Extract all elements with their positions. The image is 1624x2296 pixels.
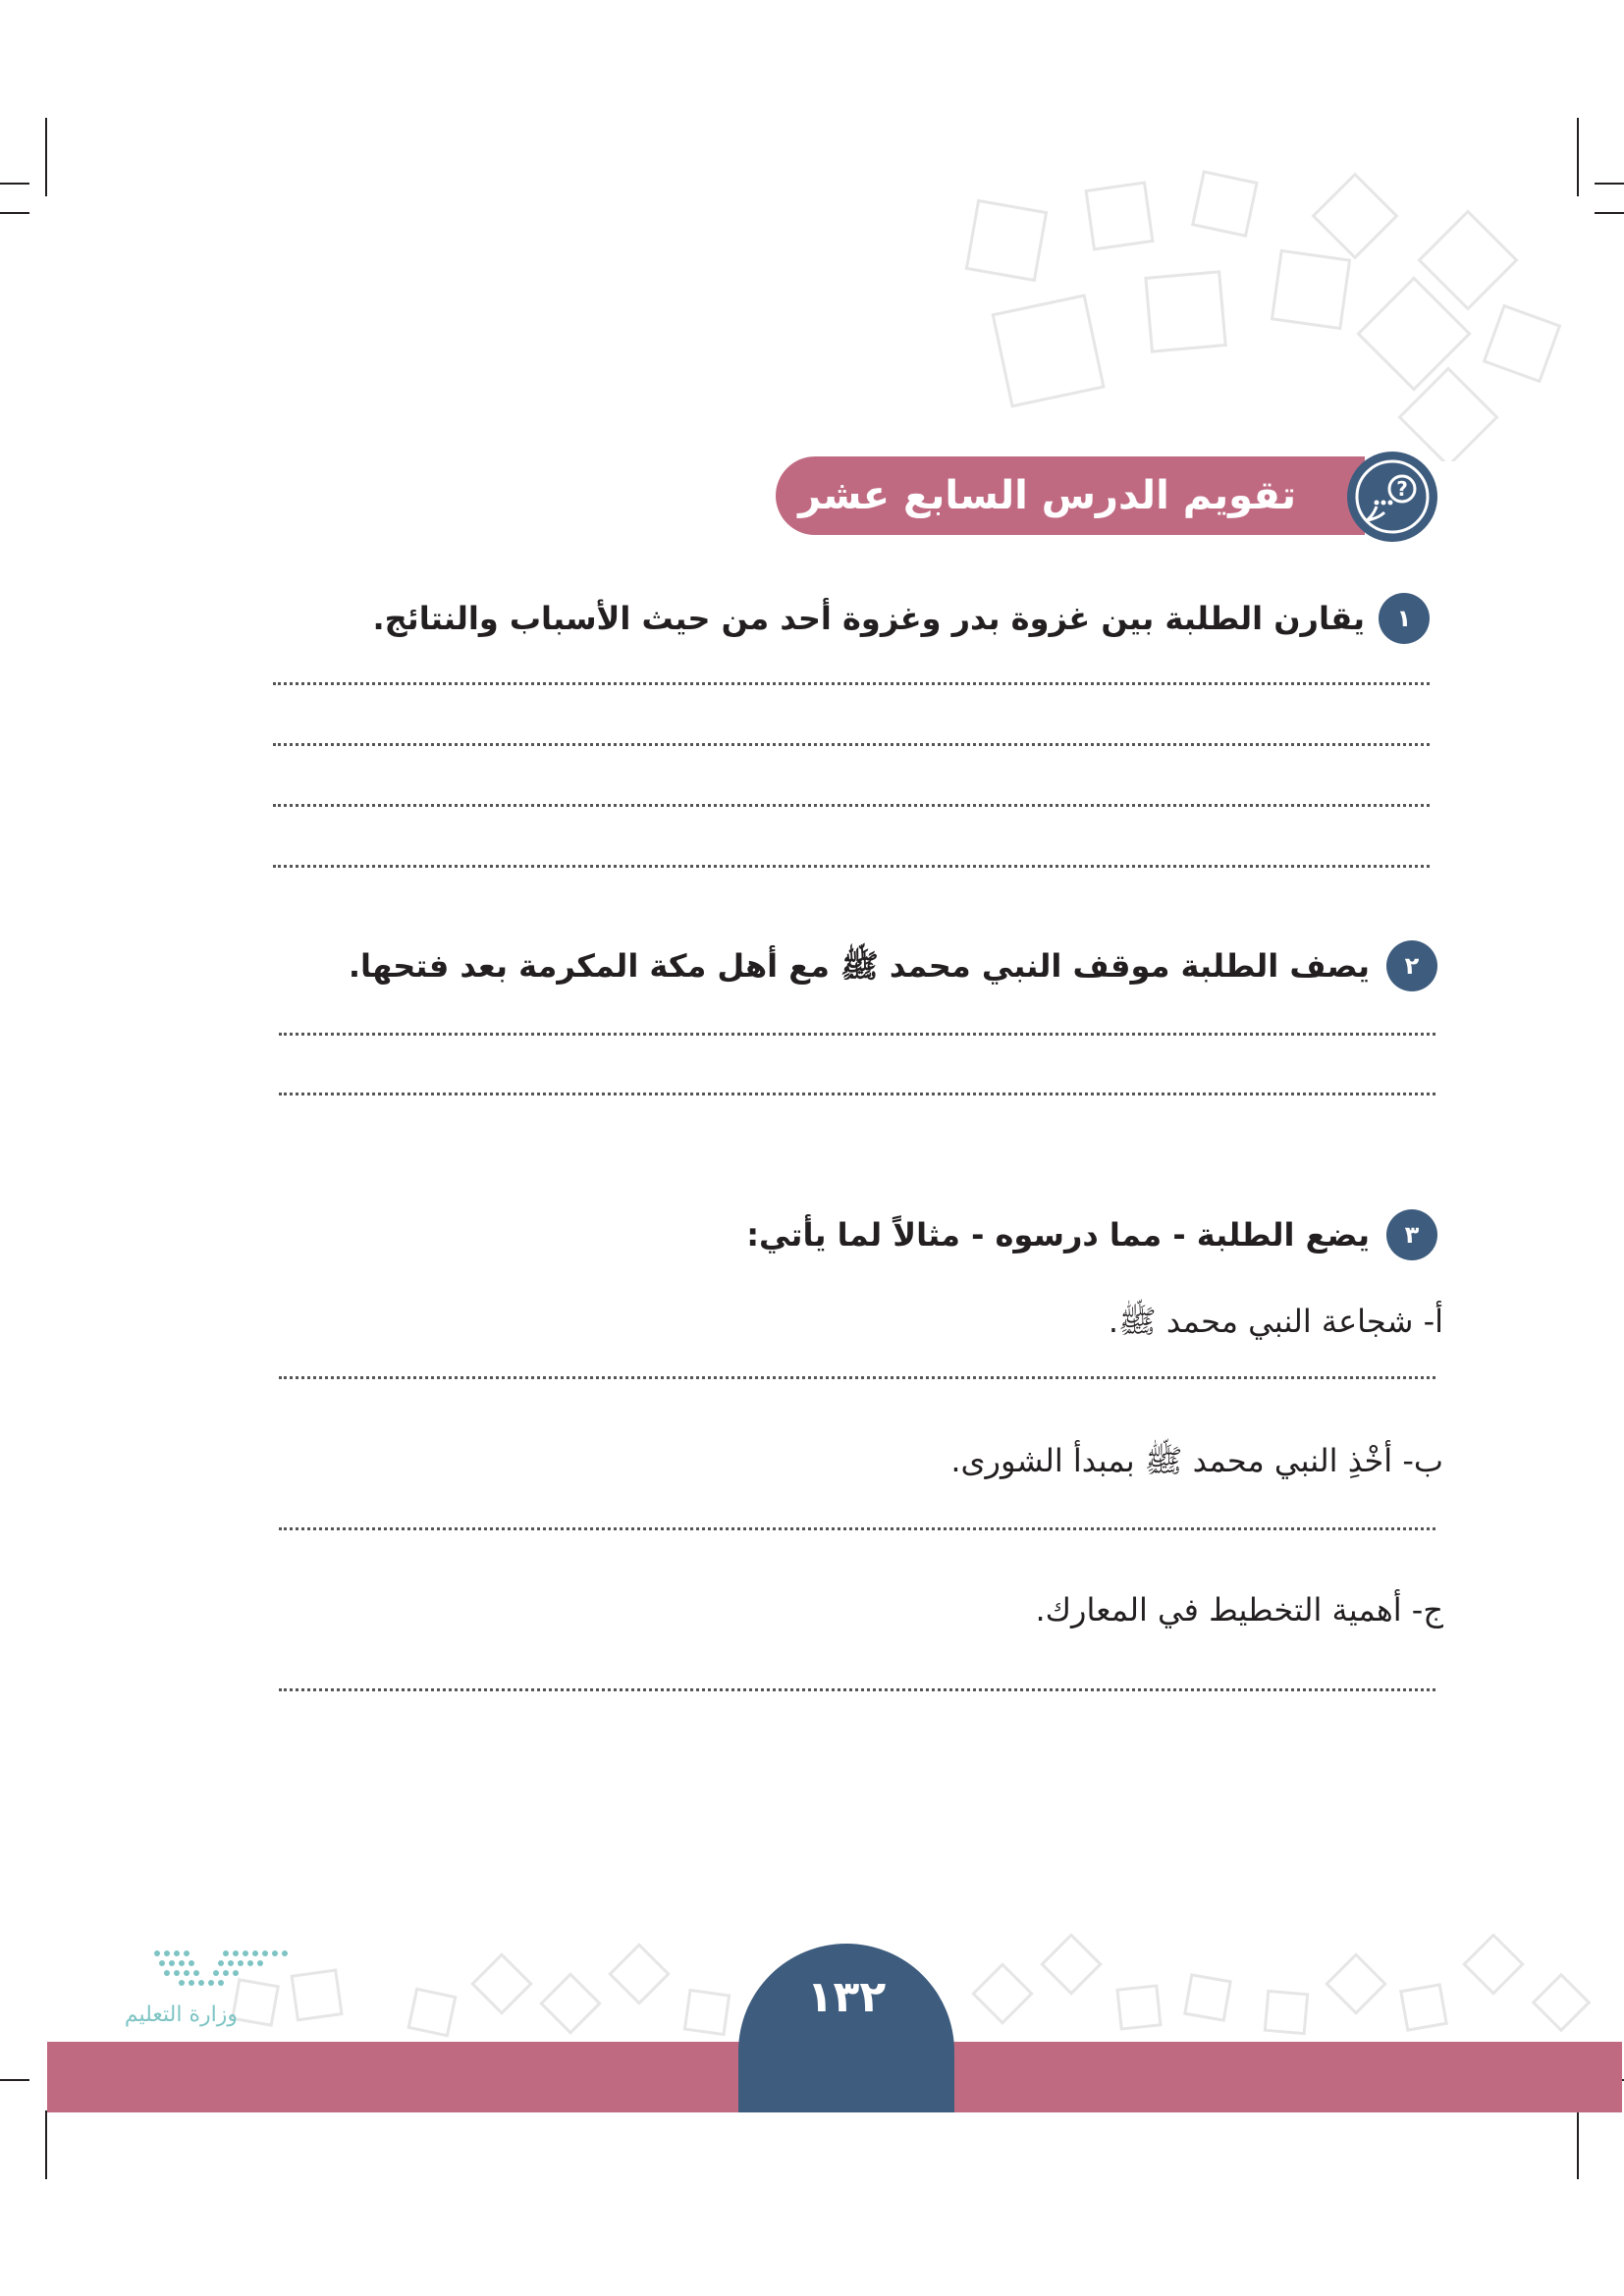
question-number-badge: ١ bbox=[1379, 593, 1430, 644]
answer-line bbox=[273, 804, 1430, 807]
question-3-text: يضع الطلبة - مما درسوه - مثالاً لما يأتي: bbox=[746, 1216, 1370, 1254]
crop-mark bbox=[1595, 183, 1624, 185]
ministry-name: وزارة التعليم bbox=[124, 2002, 238, 2027]
question-number-badge: ٢ bbox=[1386, 940, 1437, 991]
question-2-text: يصف الطلبة موقف النبي محمد ﷺ مع أهل مكة المكرمة بعد فتحها. bbox=[348, 947, 1370, 985]
crop-mark bbox=[0, 212, 29, 214]
crop-mark bbox=[1577, 2110, 1579, 2179]
page-number: ١٣٢ bbox=[806, 1972, 887, 2022]
sub-item-c: ج- أهمية التخطيط في المعارك. bbox=[1035, 1591, 1443, 1629]
answer-line bbox=[273, 743, 1430, 746]
sub-item-b: ب- أخْذِ النبي محمد ﷺ بمبدأ الشورى. bbox=[950, 1442, 1443, 1479]
crop-mark bbox=[45, 118, 47, 196]
question-1-text: يقارن الطلبة بين غزوة بدر وغزوة أحد من حيث الأسباب والنتائج. bbox=[372, 600, 1365, 637]
crop-mark bbox=[1577, 118, 1579, 196]
title-icon-badge bbox=[1347, 452, 1437, 542]
crop-mark bbox=[0, 183, 29, 185]
answer-line bbox=[279, 1376, 1435, 1379]
answer-line bbox=[279, 1033, 1435, 1036]
question-number-badge: ٣ bbox=[1386, 1209, 1437, 1260]
answer-line bbox=[279, 1527, 1435, 1530]
crop-mark bbox=[1595, 212, 1624, 214]
crop-mark bbox=[0, 2079, 29, 2081]
answer-line bbox=[279, 1093, 1435, 1095]
page-title: تقويم الدرس السابع عشر bbox=[798, 473, 1296, 518]
crop-mark bbox=[45, 2110, 47, 2179]
answer-line bbox=[279, 1688, 1435, 1691]
answer-line bbox=[273, 865, 1430, 868]
svg-text:?: ? bbox=[1396, 477, 1408, 501]
question-chat-icon bbox=[1347, 452, 1437, 542]
sub-item-a: أ- شجاعة النبي محمد ﷺ. bbox=[1108, 1303, 1443, 1340]
decorative-pattern bbox=[943, 167, 1571, 461]
answer-line bbox=[273, 682, 1430, 685]
